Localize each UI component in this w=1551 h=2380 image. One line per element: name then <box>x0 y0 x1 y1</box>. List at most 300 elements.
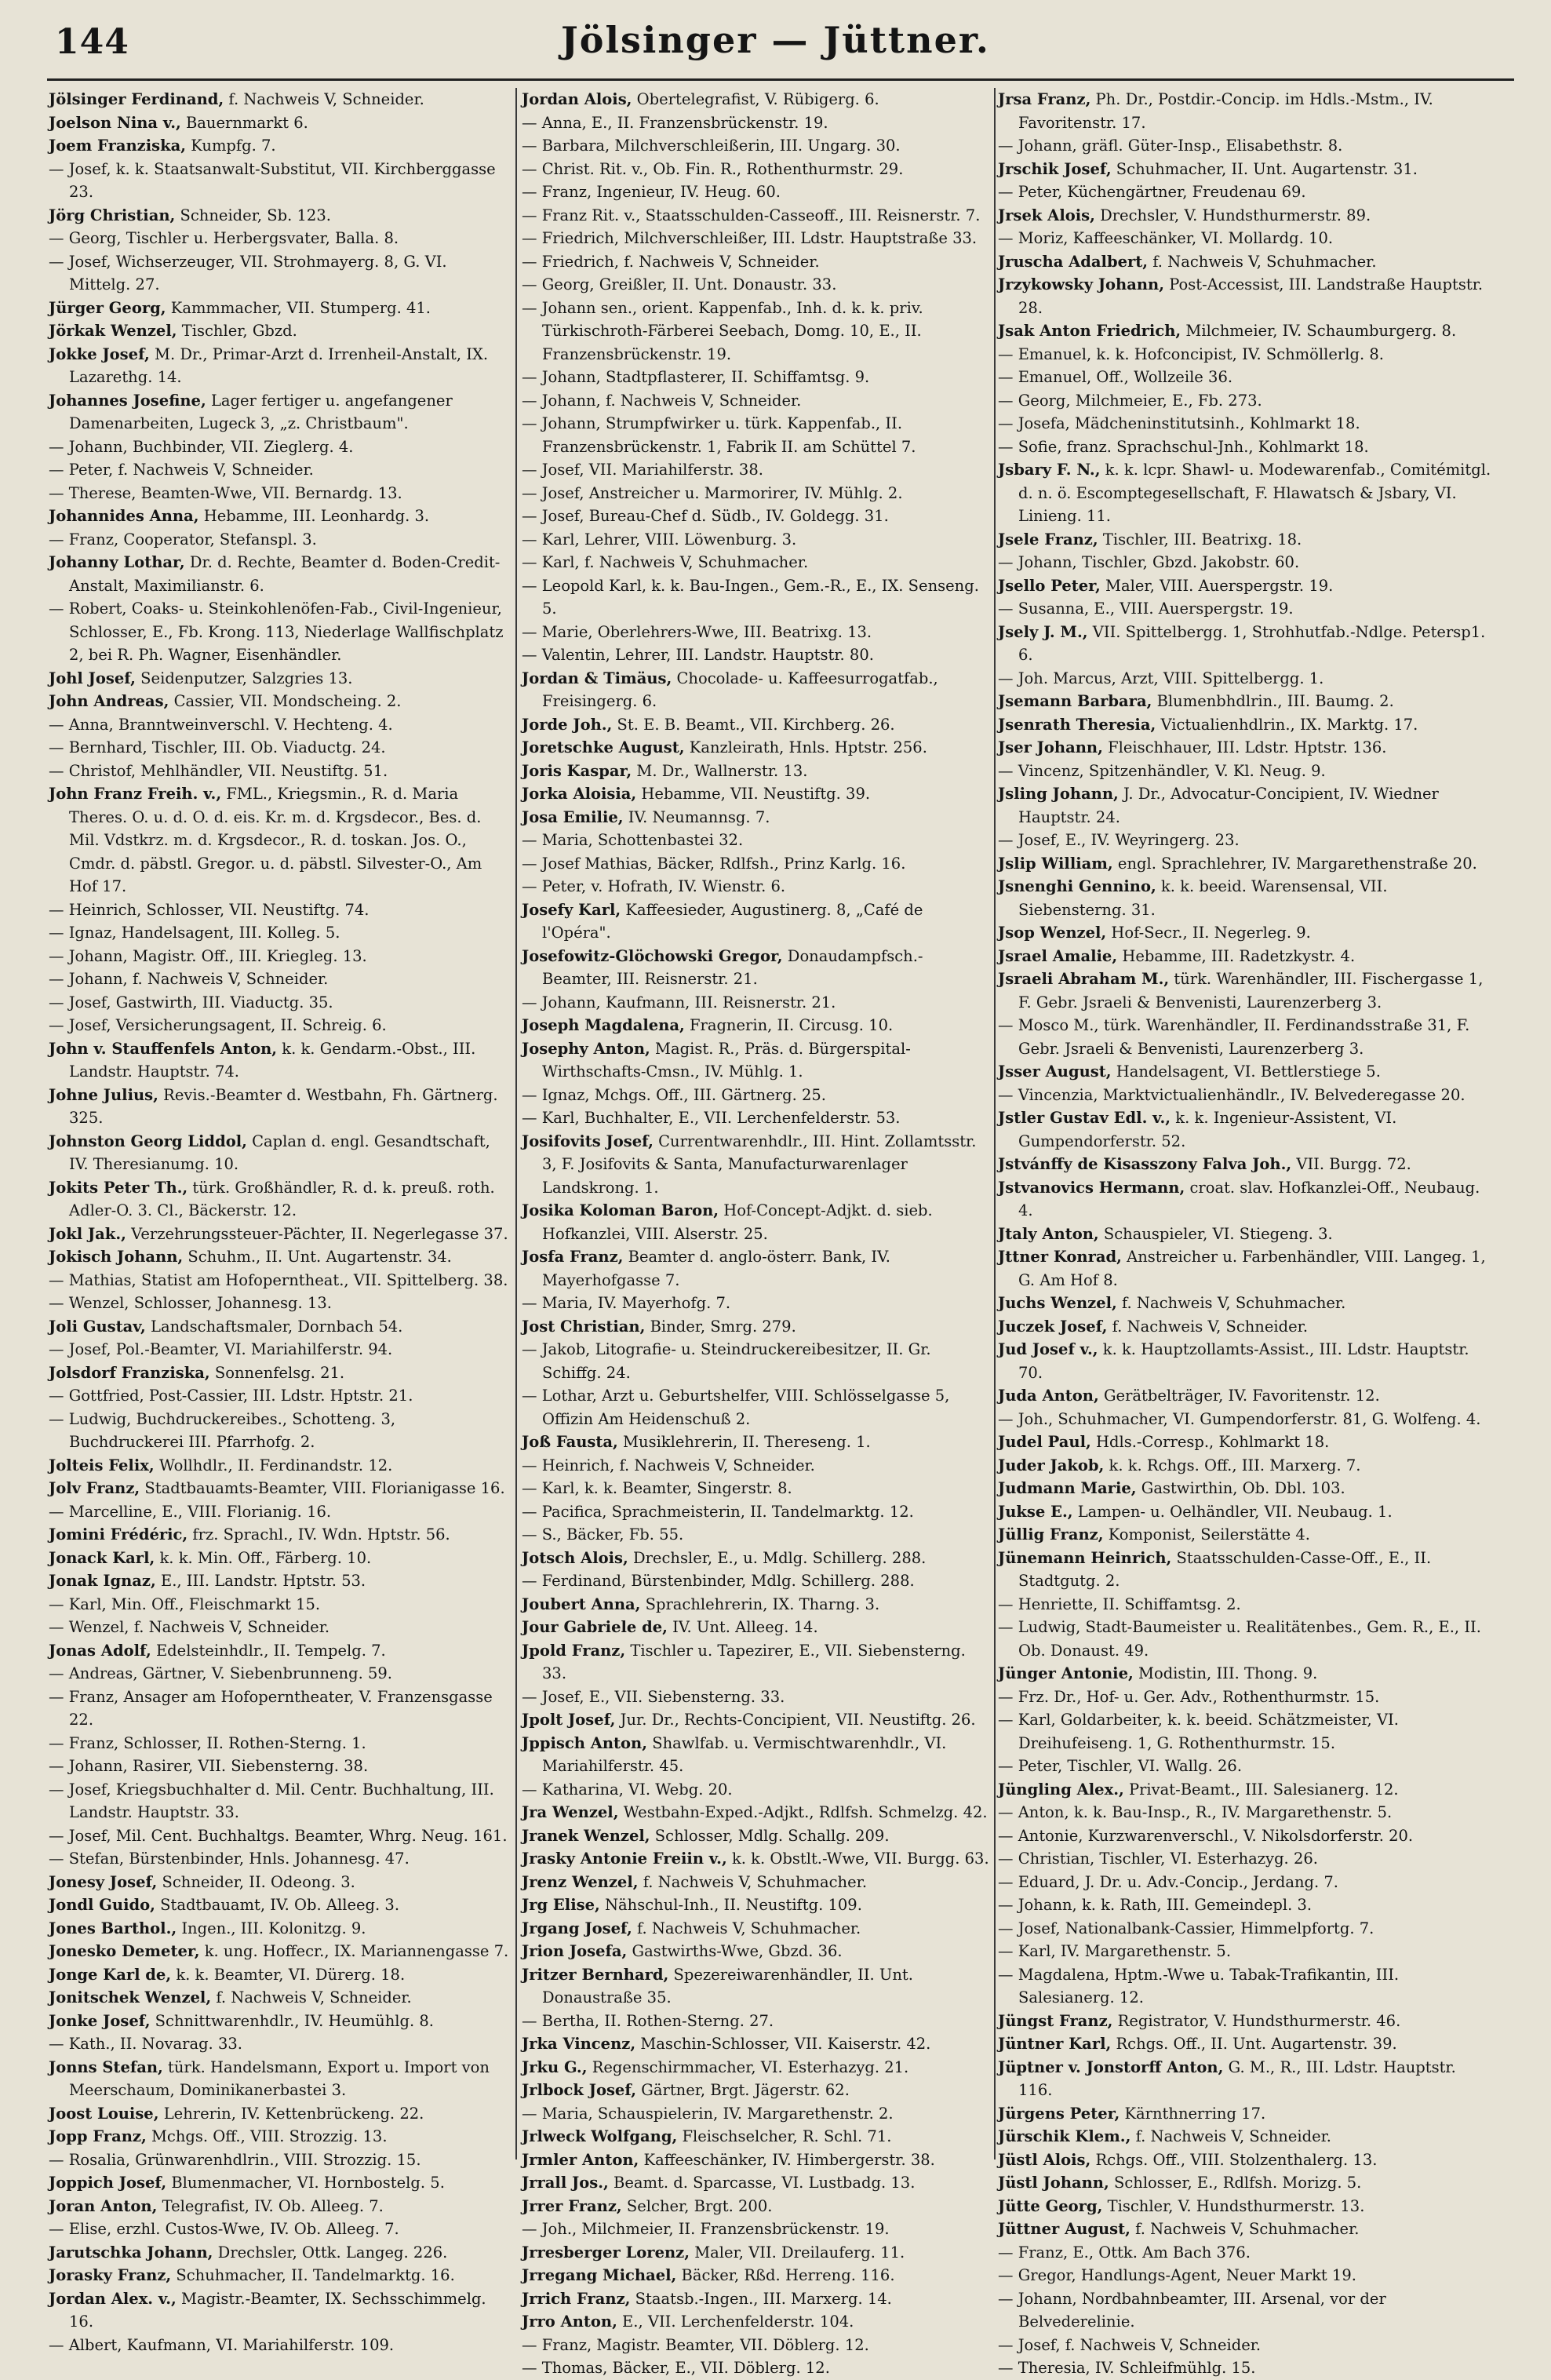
entry-details: Hebamme, III. Leonhardg. 3. <box>198 507 430 525</box>
directory-entry <box>998 1847 1492 1871</box>
entry-details: — Johann, Strumpfwirker u. türk. Kappenfab., II. Franzensbrückenstr. 1, Fabrik II. am Schüttel 7. <box>522 414 916 456</box>
directory-entry <box>522 1686 992 1709</box>
entry-details: — Eduard, J. Dr. u. Adv.-Concip., Jerdang. 7. <box>998 1872 1339 1891</box>
entry-details: Milchmeier, IV. Schaumburgerg. 8. <box>1181 322 1457 340</box>
entry-details: croat. slav. Hofkanzlei-Off., Neubaug. 4. <box>1018 1178 1480 1219</box>
entry-name: Jsraeli Abraham M., <box>998 970 1170 988</box>
entry-name: Joretschke August, <box>522 738 685 756</box>
entry-details: — Sofie, franz. Sprachschul-Jnh., Kohlmarkt 18. <box>998 437 1369 456</box>
directory-entry <box>49 690 510 713</box>
directory-entry <box>49 2010 510 2033</box>
directory-entry <box>998 1477 1492 1500</box>
entry-details: Kärnthnerring 17. <box>1120 2104 1266 2123</box>
entry-details: Schuhmacher, II. Tandelmarktg. 16. <box>171 2266 455 2284</box>
entry-name: Jsak Anton Friedrich, <box>998 322 1181 340</box>
directory-entry <box>522 1639 992 1686</box>
directory-entry <box>998 366 1492 389</box>
entry-name: Johnston Georg Liddol, <box>49 1132 247 1150</box>
directory-entry <box>998 436 1492 459</box>
entry-name: John Andreas, <box>49 692 169 710</box>
entry-details: f. Nachweis V, Schuhmacher. <box>1148 252 1377 271</box>
entry-details: Kaffeesieder, Augustinerg. 8, „Café de l'Opéra". <box>542 900 923 942</box>
entry-name: Jppisch Anton, <box>522 1733 648 1752</box>
entry-details: — S., Bäcker, Fb. 55. <box>522 1525 684 1544</box>
directory-entry <box>998 1106 1492 1153</box>
entry-details: VII. Burgg. 72. <box>1291 1155 1411 1173</box>
directory-entry <box>998 88 1492 134</box>
entry-details: — Therese, Beamten-Wwe, VII. Bernardg. 13. <box>49 483 402 502</box>
directory-entry <box>522 1732 992 1778</box>
entry-details: f. Nachweis V, Schuhmacher. <box>1116 1294 1346 1312</box>
entry-details: Shawlfab. u. Vermischtwarenhdlr., VI. Mariahilferstr. 45. <box>542 1733 947 1775</box>
directory-entry <box>49 1245 510 1269</box>
entry-name: Jolsdorf Franziska, <box>49 1363 210 1382</box>
entry-name: Jranek Wenzel, <box>522 1826 650 1845</box>
entry-name: Jrro Anton, <box>522 2313 617 2331</box>
entry-details: Rchgs. Off., VIII. Stolzenthalerg. 13. <box>1090 2150 1378 2169</box>
directory-entry <box>49 2149 510 2172</box>
directory-entry <box>522 1871 992 1894</box>
entry-details: — Andreas, Gärtner, V. Siebenbrunneng. 59. <box>49 1664 393 1682</box>
entry-details: — Georg, Tischler u. Herbergsvater, Balla. 8. <box>49 229 399 247</box>
entry-details: Tischler, V. Hundsthurmerstr. 13. <box>1102 2196 1365 2215</box>
entry-details: — Franz, Schlosser, II. Rothen-Sterng. 1. <box>49 1733 366 1752</box>
entry-details: — Franz, Ansager am Hofoperntheater, V. Franzensgasse 22. <box>49 1687 493 1729</box>
entry-details: Schlosser, Mdlg. Schallg. 209. <box>650 1826 890 1845</box>
directory-entry <box>49 2218 510 2241</box>
entry-name: Josika Koloman Baron, <box>522 1201 719 1219</box>
entry-details: Magistr.-Beamter, IX. Sechsschimmelg. 16. <box>69 2289 486 2331</box>
directory-entry <box>998 227 1492 250</box>
entry-details: k. k. Beamter, VI. Dürerg. 18. <box>171 1965 406 1984</box>
directory-entry <box>998 713 1492 737</box>
directory-entry <box>998 528 1492 552</box>
entry-name: Jrresberger Lorenz, <box>522 2243 690 2262</box>
entry-name: Johl Josef, <box>49 669 136 687</box>
entry-details: Schlosser, E., Rdlfsh. Morizg. 5. <box>1109 2174 1362 2192</box>
entry-details: — Maria, Schottenbastei 32. <box>522 831 744 849</box>
entry-details: Staatsb.-Ingen., III. Marxerg. 14. <box>630 2289 892 2308</box>
directory-entry <box>49 1755 510 1778</box>
directory-entry <box>49 1569 510 1593</box>
directory-entry <box>522 482 992 505</box>
entry-details: — Magdalena, Hptm.-Wwe u. Tabak-Trafikantin, III. Salesianerg. 12. <box>998 1965 1400 2006</box>
entry-details: — Mosco M., türk. Warenhändler, II. Ferdinandsstraße 31, F. Gebr. Jsraeli & Benvenisti, Laurenzerberg 3. <box>998 1016 1470 1058</box>
entry-details: Selcher, Brgt. 200. <box>621 2196 773 2215</box>
entry-details: — Joh., Milchmeier, II. Franzensbrückenstr. 19. <box>522 2220 890 2238</box>
entry-name: Joem Franziska, <box>49 137 187 155</box>
entry-details: Jur. Dr., Rechts-Concipient, VII. Neustiftg. 26. <box>615 1711 976 1729</box>
entry-details: Bauernmarkt 6. <box>180 113 308 132</box>
entry-name: Jttner Konrad, <box>998 1248 1122 1266</box>
entry-name: Josefowitz-Glöchowski Gregor, <box>522 946 783 965</box>
entry-details: Bäcker, Rßd. Herreng. 116. <box>676 2266 895 2284</box>
entry-details: — Georg, Milchmeier, E., Fb. 273. <box>998 391 1262 410</box>
directory-entry <box>49 1338 510 1361</box>
entry-details: Revis.-Beamter d. Westbahn, Fh. Gärtnerg. 325. <box>69 1085 498 1127</box>
entry-details: — Georg, Greißler, II. Unt. Donaustr. 33. <box>522 275 837 293</box>
entry-name: Judmann Marie, <box>998 1479 1137 1497</box>
directory-entry <box>522 1384 992 1431</box>
directory-entry <box>49 250 510 297</box>
directory-entry <box>49 2241 510 2265</box>
directory-entry <box>998 2056 1492 2102</box>
directory-entry <box>998 2010 1492 2033</box>
directory-entry <box>49 1963 510 1987</box>
entry-name: Jüntner Karl, <box>998 2035 1112 2053</box>
directory-entry <box>522 2310 992 2334</box>
directory-entry <box>49 1940 510 1963</box>
entry-details: — Peter, Tischler, VI. Wallg. 26. <box>998 1757 1243 1775</box>
entry-details: Schneider, Sb. 123. <box>175 206 331 224</box>
directory-entry <box>998 1431 1492 1454</box>
entry-name: Jsop Wenzel, <box>998 924 1107 942</box>
entry-details: türk. Warenhändler, III. Fischergasse 1, F. Gebr. Jsraeli & Benvenisti, Laurenzerberg 3. <box>1018 970 1484 1011</box>
entry-name: Jrregang Michael, <box>522 2266 677 2284</box>
entry-name: Jürgens Peter, <box>998 2104 1120 2123</box>
entry-details: — Joh. Marcus, Arzt, VIII. Spittelbergg. 1. <box>998 669 1324 687</box>
entry-name: Jrku G., <box>522 2057 588 2076</box>
entry-details: Kaffeeschänker, IV. Himbergerstr. 38. <box>639 2150 935 2169</box>
entry-details: — Frz. Dr., Hof- u. Ger. Adv., Rothenthurmstr. 15. <box>998 1687 1380 1706</box>
directory-entry <box>998 2195 1492 2218</box>
directory-entry <box>998 1500 1492 1524</box>
entry-details: — Kath., II. Novarag. 33. <box>49 2035 242 2053</box>
directory-entry <box>522 782 992 806</box>
directory-entry <box>522 1917 992 1941</box>
entry-details: — Karl, Lehrer, VIII. Löwenburg. 3. <box>522 530 797 549</box>
directory-entry <box>522 458 992 482</box>
entry-details: — Katharina, VI. Webg. 20. <box>522 1780 733 1799</box>
entry-details: Regenschirmmacher, VI. Esterhazyg. 21. <box>587 2057 909 2076</box>
entry-details: f. Nachweis V, Schuhmacher. <box>1130 2220 1360 2238</box>
entry-details: Maler, VIII. Auerspergstr. 19. <box>1100 576 1334 595</box>
entry-details: St. E. B. Beamt., VII. Kirchberg. 26. <box>612 715 895 734</box>
entry-details: — Ignaz, Mchgs. Off., III. Gärtnerg. 25. <box>522 1085 826 1104</box>
directory-entry <box>522 204 992 228</box>
entry-details: — Anton, k. k. Bau-Insp., R., IV. Margarethenstr. 5. <box>998 1803 1393 1821</box>
entry-name: Jrion Josefa, <box>522 1942 628 1960</box>
directory-entry <box>998 2125 1492 2149</box>
entry-name: Jsemann Barbara, <box>998 692 1152 710</box>
entry-name: Josefy Karl, <box>522 900 621 919</box>
directory-entry <box>998 1292 1492 1315</box>
entry-details: — Johann, Buchbinder, VII. Zieglerg. 4. <box>49 437 354 456</box>
entry-details: Fleischselcher, R. Schl. 71. <box>677 2127 892 2145</box>
directory-entry <box>998 134 1492 158</box>
entry-details: Schauspieler, VI. Stiegeng. 3. <box>1098 1224 1333 1243</box>
entry-details: Tischler, Gbzd. <box>177 322 297 340</box>
directory-entry <box>998 597 1492 621</box>
entry-name: Jolv Franz, <box>49 1479 140 1497</box>
entry-name: Jrka Vincenz, <box>522 2035 636 2053</box>
entry-details: — Gregor, Handlungs-Agent, Neuer Markt 19. <box>998 2266 1356 2284</box>
entry-details: Rchgs. Off., II. Unt. Augartenstr. 39. <box>1111 2035 1397 2053</box>
entry-name: Jordan & Timäus, <box>522 669 672 687</box>
entry-name: Jruscha Adalbert, <box>998 252 1149 271</box>
directory-entry <box>522 505 992 528</box>
entry-name: Jüstl Alois, <box>998 2150 1091 2169</box>
entry-details: Gerätbelträger, IV. Favoritenstr. 12. <box>1098 1387 1380 1405</box>
directory-entry <box>49 1084 510 1130</box>
directory-entry <box>998 2032 1492 2056</box>
directory-entry <box>522 875 992 898</box>
entry-details: — Josef, Versicherungsagent, II. Schreig. 6. <box>49 1016 387 1034</box>
entry-details: Privat-Beamt., III. Salesianerg. 12. <box>1123 1780 1399 1799</box>
entry-name: Juchs Wenzel, <box>998 1294 1117 1312</box>
entry-details: k. ung. Hoffecr., IX. Mariannengasse 7. <box>199 1942 509 1960</box>
entry-details: — Johann, Stadtpflasterer, II. Schiffamtsg. 9. <box>522 368 870 386</box>
directory-entry <box>522 1315 992 1339</box>
entry-details: Kammmacher, VII. Stumperg. 41. <box>166 298 431 317</box>
entry-details: Schneider, II. Odeong. 3. <box>157 1872 355 1891</box>
entry-details: — Josef, Pol.-Beamter, VI. Mariahilferstr. 94. <box>49 1340 393 1358</box>
entry-details: — Antonie, Kurzwarenverschl., V. Nikolsdorferstr. 20. <box>998 1826 1414 1845</box>
entry-details: — Emanuel, k. k. Hofconcipist, IV. Schmöllerlg. 8. <box>998 344 1384 363</box>
entry-name: Jstler Gustav Edl. v., <box>998 1109 1171 1127</box>
entry-details: Wollhdlr., II. Ferdinandstr. 12. <box>154 1456 393 1474</box>
entry-details: — Karl, Goldarbeiter, k. k. beeid. Schätzmeister, VI. Dreihufeiseng. 1, G. Rothenthurmstr. 15. <box>998 1711 1399 1752</box>
directory-entry <box>522 1084 992 1107</box>
directory-entry <box>522 551 992 574</box>
directory-entry <box>522 1014 992 1037</box>
entry-details: Verzehrungssteuer-Pächter, II. Negerlegasse 37. <box>126 1224 508 1243</box>
directory-entry <box>49 1037 510 1084</box>
directory-entry <box>49 2102 510 2126</box>
directory-entry <box>522 1292 992 1315</box>
directory-entry <box>522 2218 992 2241</box>
directory-entry <box>49 760 510 783</box>
directory-entry <box>998 343 1492 366</box>
directory-entry <box>998 1408 1492 1431</box>
directory-entry <box>998 621 1492 667</box>
entry-name: Jstvanovics Hermann, <box>998 1178 1185 1197</box>
directory-entry <box>998 760 1492 783</box>
directory-entry <box>522 1431 992 1454</box>
entry-details: — Johann, Magistr. Off., III. Kriegleg. 13. <box>49 946 367 965</box>
directory-entry <box>522 713 992 737</box>
directory-entry <box>522 227 992 250</box>
directory-entry <box>998 2102 1492 2126</box>
entry-details: Lager fertiger u. angefangener Damenarbeiten, Lugeck 3, „z. Christbaum". <box>69 391 453 432</box>
entry-name: Josephy Anton, <box>522 1039 650 1058</box>
entry-details: Beamter d. anglo-österr. Bank, IV. Mayerhofgasse 7. <box>542 1248 891 1289</box>
entry-details: f. Nachweis V, Schneider. <box>211 1988 412 2006</box>
directory-entry <box>998 319 1492 343</box>
entry-name: Johannides Anna, <box>49 507 199 525</box>
entry-name: Johanny Lothar, <box>49 553 185 571</box>
directory-entry <box>522 1037 992 1084</box>
entry-details: — Wenzel, f. Nachweis V, Schneider. <box>49 1618 330 1636</box>
directory-entry <box>522 1547 992 1570</box>
entry-name: Jokke Josef, <box>49 344 150 363</box>
entry-details: Obertelegrafist, V. Rübigerg. 6. <box>632 90 879 108</box>
directory-entry <box>49 1477 510 1500</box>
entry-details: f. Nachweis V, Schneider. <box>1130 2127 1331 2145</box>
entry-name: Jsnenghi Gennino, <box>998 877 1156 895</box>
entry-details: — Karl, IV. Margarethenstr. 5. <box>998 1942 1232 1960</box>
entry-name: Jtaly Anton, <box>998 1224 1099 1243</box>
directory-entry <box>49 551 510 597</box>
entry-details: — Josef, Wichserzeuger, VII. Strohmayerg. 8, G. VI. Mittelg. 27. <box>49 252 447 293</box>
directory-entry <box>522 760 992 783</box>
entry-details: — Marcelline, E., VIII. Florianig. 16. <box>49 1502 332 1521</box>
directory-entry <box>522 2356 992 2380</box>
entry-details: — Valentin, Lehrer, III. Landstr. Hauptstr. 80. <box>522 646 874 664</box>
entry-details: Binder, Smrg. 279. <box>645 1317 796 1336</box>
entry-name: Jones Barthol., <box>49 1919 177 1937</box>
directory-entry <box>998 158 1492 181</box>
directory-entry <box>998 1245 1492 1292</box>
entry-details: — Josef, f. Nachweis V, Schneider. <box>998 2335 1262 2354</box>
directory-entry <box>522 2195 992 2218</box>
entry-name: Jordan Alois, <box>522 90 632 108</box>
entry-name: Jorde Joh., <box>522 715 613 734</box>
entry-details: Donaudampfsch.-Beamter, III. Reisnerstr. 21. <box>542 946 923 988</box>
entry-details: — Johann, Nordbahnbeamter, III. Arsenal, vor der Belvederelinie. <box>998 2289 1386 2331</box>
directory-entry <box>998 1917 1492 1941</box>
entry-details: — Barbara, Milchverschleißerin, III. Ungarg. 30. <box>522 137 901 155</box>
entry-name: Jud Josef v., <box>998 1340 1098 1358</box>
entry-details: Gastwirths-Wwe, Gbzd. 36. <box>627 1942 843 1960</box>
entry-details: Lehrerin, IV. Kettenbrückeng. 22. <box>158 2104 424 2123</box>
directory-entry <box>49 736 510 760</box>
directory-entry <box>49 2056 510 2102</box>
directory-entry <box>49 111 510 135</box>
entry-name: Juder Jakob, <box>998 1456 1105 1474</box>
directory-entry <box>998 736 1492 760</box>
running-head: Jölsinger — Jüttner. <box>561 19 990 61</box>
directory-entry <box>522 736 992 760</box>
entry-name: Jrrer Franz, <box>522 2196 622 2215</box>
directory-entry <box>998 1153 1492 1176</box>
directory-entry <box>998 1014 1492 1060</box>
entry-name: Jüngling Alex., <box>998 1780 1124 1799</box>
entry-details: f. Nachweis V, Schuhmacher. <box>638 1872 868 1891</box>
entry-details: — Franz, Cooperator, Stefanspl. 3. <box>49 530 317 549</box>
entry-name: John Franz Freih. v., <box>49 785 222 803</box>
directory-entry <box>522 829 992 852</box>
entry-name: Jonitschek Wenzel, <box>49 1988 212 2006</box>
entry-name: Jotsch Alois, <box>522 1548 628 1567</box>
directory-entry <box>998 412 1492 436</box>
directory-entry <box>998 1176 1492 1223</box>
entry-details: — Josefa, Mädcheninstitutsinh., Kohlmarkt 18. <box>998 414 1360 432</box>
entry-details: — Johann, gräfl. Güter-Insp., Elisabethstr. 8. <box>998 137 1343 155</box>
entry-details: Blumenmacher, VI. Hornbostelg. 5. <box>166 2174 445 2192</box>
entry-name: Jondl Guido, <box>49 1896 155 1914</box>
directory-entry <box>522 991 992 1015</box>
entry-details: — Friedrich, f. Nachweis V, Schneider. <box>522 252 820 271</box>
entry-details: — Theresia, IV. Schleifmühlg. 15. <box>998 2359 1256 2377</box>
directory-entry <box>998 273 1492 319</box>
entry-name: Jrlbock Josef, <box>522 2081 637 2099</box>
entry-details: — Ignaz, Handelsagent, III. Kolleg. 5. <box>49 924 340 942</box>
directory-entry <box>49 88 510 111</box>
entry-details: — Susanna, E., VIII. Auerspergstr. 19. <box>998 600 1294 618</box>
directory-entry <box>998 2241 1492 2265</box>
entry-details: — Mathias, Statist am Hofoperntheat., VII. Spittelberg. 38. <box>49 1270 508 1289</box>
directory-entry <box>998 2149 1492 2172</box>
directory-entry <box>49 319 510 343</box>
directory-entry <box>49 2171 510 2195</box>
entry-details: Staatsschulden-Casse-Off., E., II. Stadtgutg. 2. <box>1018 1548 1432 1590</box>
entry-name: Jonak Ignaz, <box>49 1572 156 1590</box>
directory-entry <box>49 1986 510 2010</box>
entry-details: Schnittwarenhdlr., IV. Heumühlg. 8. <box>150 2011 434 2030</box>
directory-entry <box>522 621 992 644</box>
entry-name: Jünger Antonie, <box>998 1664 1134 1682</box>
directory-entry <box>49 2032 510 2056</box>
directory-entry <box>49 436 510 459</box>
entry-details: Drechsler, Ottk. Langeg. 226. <box>213 2243 448 2262</box>
entry-details: Westbahn-Exped.-Adjkt., Rdlfsh. Schmelzg. 42. <box>618 1803 988 1821</box>
directory-entry <box>998 968 1492 1014</box>
entry-name: Jonns Stefan, <box>49 2057 163 2076</box>
entry-name: Jorka Aloisia, <box>522 785 637 803</box>
entry-details: — Lothar, Arzt u. Geburtshelfer, VIII. Schlösselgasse 5, Offizin Am Heidenschuß 2. <box>522 1387 950 1428</box>
entry-details: Kanzleirath, Hnls. Hptstr. 256. <box>684 738 927 756</box>
directory-entry <box>522 134 992 158</box>
entry-details: Modistin, III. Thong. 9. <box>1133 1664 1318 1682</box>
directory-entry <box>49 1824 510 1848</box>
directory-entry <box>522 1569 992 1593</box>
entry-name: Jarutschka Johann, <box>49 2243 213 2262</box>
directory-entry <box>522 111 992 135</box>
directory-entry <box>49 1778 510 1824</box>
entry-details: — Josef, Gastwirth, III. Viaductg. 35. <box>49 993 333 1011</box>
entry-details: — Peter, Küchengärtner, Freudenau 69. <box>998 183 1306 201</box>
directory-entry <box>522 412 992 458</box>
directory-entry <box>49 1223 510 1246</box>
entry-details: FML., Kriegsmin., R. d. Maria Theres. O. u. d. O. d. eis. Kr. m. d. Krgsdecor., Bes. d. Mil. Vdstkrz. m. d. Krgsdecor., R. d. toskan. Jos. O., Cmdr. d. päbstl. Gregor. u. d. päbstl. Silvester-O., Am Hof 17. <box>69 785 482 895</box>
entry-details: — Johann, Kaufmann, III. Reisnerstr. 21. <box>522 993 836 1011</box>
entry-details: — Karl, k. k. Beamter, Singerstr. 8. <box>522 1479 792 1497</box>
directory-entry <box>522 297 992 366</box>
entry-details: — Johann, Tischler, Gbzd. Jakobstr. 60. <box>998 553 1300 571</box>
entry-details: Hof-Secr., II. Negerleg. 9. <box>1106 924 1311 942</box>
directory-entry <box>49 1616 510 1639</box>
directory-entry <box>998 1801 1492 1824</box>
directory-entry <box>522 1477 992 1500</box>
entry-name: Jrlweck Wolfgang, <box>522 2127 678 2145</box>
entry-name: Jolteis Felix, <box>49 1456 155 1474</box>
entry-name: Jonke Josef, <box>49 2011 151 2030</box>
directory-entry <box>522 1824 992 1848</box>
directory-entry <box>49 2195 510 2218</box>
entry-details: Kumpfg. 7. <box>186 137 276 155</box>
entry-details: IV. Neumannsg. 7. <box>623 807 770 826</box>
entry-details: Lampen- u. Oelhändler, VII. Neubaug. 1. <box>1072 1502 1393 1521</box>
entry-details: — Robert, Coaks- u. Steinkohlenöfen-Fab., Civil-Ingenieur, Schlosser, E., Fb. Krong. 113, Niederlage Wallfischplatz 2, bei R. Ph. Wagner, Eisenhändler. <box>49 600 504 664</box>
entry-name: Jrmler Anton, <box>522 2150 639 2169</box>
directory-entry <box>49 1593 510 1616</box>
entry-details: Currentwarenhdlr., III. Hint. Zollamtsstr. 3, F. Josifovits & Santa, Manufacturwarenlager Landskrong. 1. <box>542 1132 977 1197</box>
entry-details: — Wenzel, Schlosser, Johannesg. 13. <box>49 1294 332 1312</box>
entry-name: Jrrall Jos., <box>522 2174 609 2192</box>
directory-entry <box>522 2056 992 2079</box>
directory-entry <box>522 1199 992 1245</box>
directory-entry <box>998 180 1492 204</box>
entry-details: Stadtbauamts-Beamter, VIII. Florianigasse 16. <box>140 1479 505 1497</box>
entry-name: Jokits Peter Th., <box>49 1178 188 1197</box>
entry-details: Fragnerin, II. Circusg. 10. <box>684 1016 894 1034</box>
entry-name: Josa Emilie, <box>522 807 624 826</box>
entry-name: Jsser August, <box>998 1062 1112 1081</box>
directory-entry <box>49 343 510 389</box>
entry-details: k. k. Min. Off., Färberg. 10. <box>155 1548 372 1567</box>
entry-name: Jonesko Demeter, <box>49 1942 200 1960</box>
